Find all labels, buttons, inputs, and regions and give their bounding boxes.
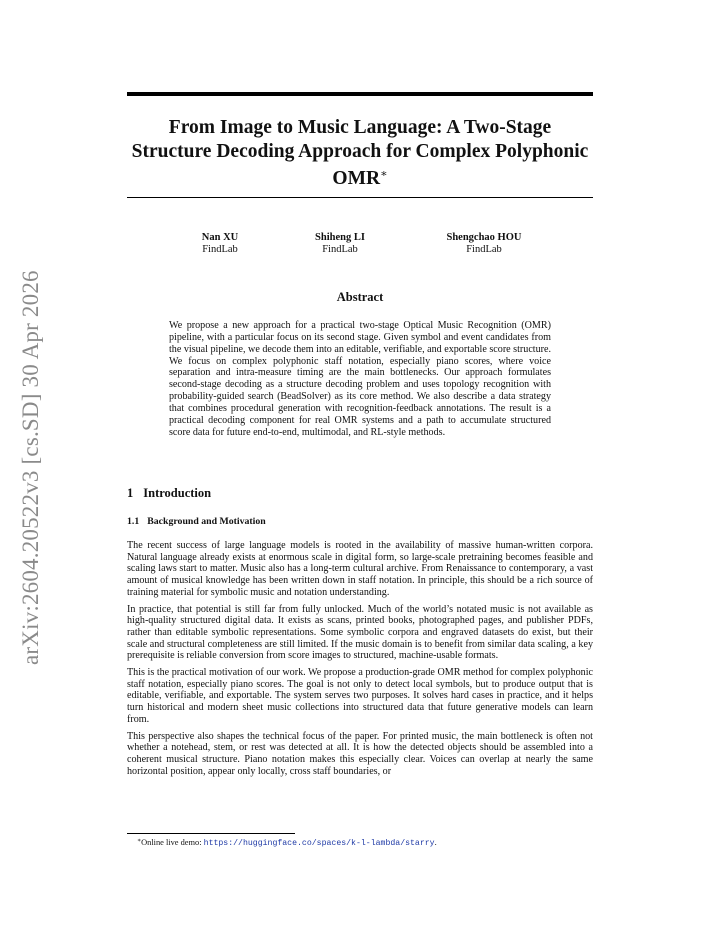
paper-title-text: From Image to Music Language: A Two-Stage Structure Decoding Approach for Complex Polyphonic OMR [131,117,589,189]
author-affiliation: FindLab [322,244,358,255]
abstract-heading: Abstract [336,290,384,304]
body-paragraph: This perspective also shapes the technical focus of the paper. For printed music, the main bottleneck is often not whether a notehead, stem, or rest was detected at all. It is how the detected objects should be assembled into a coherent musical structure. Piano notation makes this especially clear. Voices can overlap at nearly the same horizontal position, appear only locally, cross staff boundaries, or [127,730,593,777]
footnote [137,837,437,848]
subsection-heading [127,516,266,527]
paper-title [127,116,593,191]
title-rule-top [127,92,593,96]
author-block [434,232,534,256]
footnote-text: Online live demo: [141,838,204,847]
footnote-mark: ∗ [137,838,142,844]
demo-link[interactable]: https://huggingface.co/spaces/k-l-lambda/starry [203,839,435,848]
author-name: Shengchao HOU [446,232,522,243]
section-number: 1 [127,486,134,500]
footnote-end: . [434,838,437,847]
body-text [127,540,593,782]
title-rule-bottom [127,197,593,198]
section-title: Introduction [143,486,212,500]
author-affiliation: FindLab [466,244,502,255]
section-heading [127,486,211,501]
arxiv-side-identifier: arXiv:2604.20522v3 [cs.SD] 30 Apr 2026 [18,270,43,665]
author-block [175,232,265,256]
author-block [295,232,385,256]
subsection-title: Background and Motivation [147,516,266,527]
abstract-text: We propose a new approach for a practical two-stage Optical Music Recognition (OMR) pipeline, with a particular focus on its second stage. Given symbol and event candidates from the visual pipeline, we decode them into an editable, verifiable, and exportable score structure. We focus on complex polyphonic staff notation, especially piano scores, where voice separation and intra-measure timing are the main bottlenecks. Our approach formulates second-stage decoding as a structure decoding problem and uses topology recognition with probability-guided search (BeadSolver) as its core method. We also describe a data strategy that combines procedural generation with recognition-feedback annotations. The result is a practical decoding component for real OMR systems and a path to accumulate structured score data for future end-to-end, multimodal, and RL-style methods. [169,320,552,438]
author-name: Shiheng LI [315,232,365,243]
author-name: Nan XU [201,232,239,243]
title-footnote-mark: ∗ [380,168,388,180]
body-paragraph: In practice, that potential is still far from fully unlocked. Much of the world’s notated music is not available as high-quality structured digital data. It exists as scans, printed books, photographed pages, and publisher PDFs, rather than editable symbolic representations. Some symbolic corpora and engraved datasets do exist, but their scale and structural completeness are still limited. If the music domain is to benefit from similar data scaling, a key prerequisite is reliable conversion from score images to structured, machine-usable formats. [127,603,593,662]
body-paragraph: This is the practical motivation of our work. We propose a production-grade OMR method for complex polyphonic staff notation, especially piano scores. The goal is not only to detect local symbols, but to produce output that is editable, verifiable, and exportable. The system serves two purposes. It solves hard cases in practice, and it helps turn historical and modern sheet music collections into structured data that future generative models can learn from. [127,667,593,725]
author-affiliation: FindLab [202,244,238,255]
subsection-number: 1.1 [127,516,140,527]
footnote-rule [127,833,295,834]
body-paragraph: The recent success of large language models is rooted in the availability of massive human-written corpora. Natural language already exists at enormous scale in digital form, so large-scale pretraining becomes feasible and scaling laws start to matter. Music also has a long-term cultural archive. From Renaissance to contemporary, a vast amount of musical knowledge has been written down in staff notation. In principle, this should be a rich source of training material for symbolic music and notation understanding. [127,540,593,598]
